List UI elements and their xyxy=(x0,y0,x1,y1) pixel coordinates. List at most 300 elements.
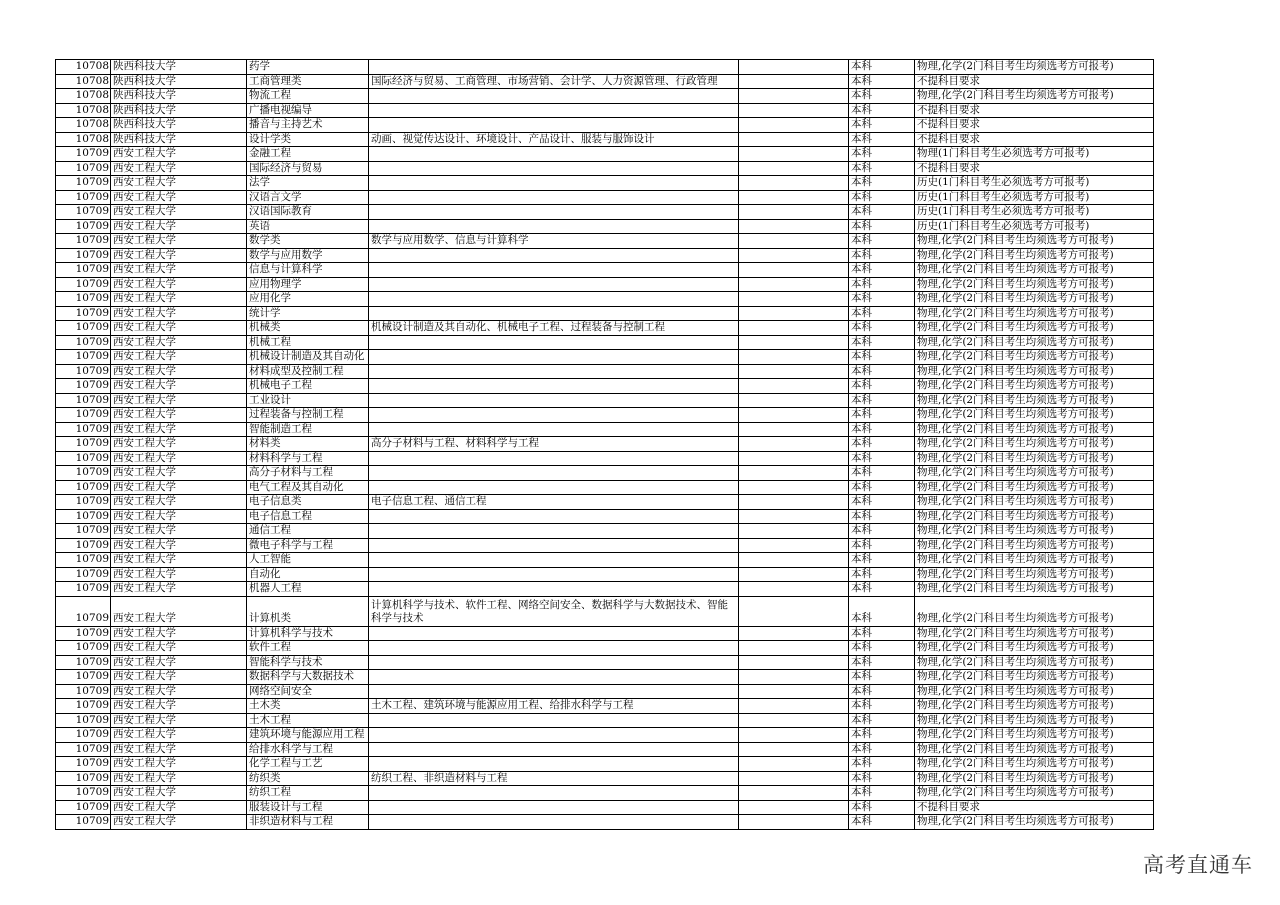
education-level-cell: 本科 xyxy=(849,626,915,641)
included-majors-cell: 计算机科学与技术、软件工程、网络空间安全、数据科学与大数据技术、智能科学与技术 xyxy=(369,596,739,626)
education-level-cell: 本科 xyxy=(849,524,915,539)
school-code-cell: 10709 xyxy=(56,495,111,510)
table-row xyxy=(56,408,1154,423)
school-code-cell: 10709 xyxy=(56,655,111,670)
table-row xyxy=(56,728,1154,743)
education-level-cell: 本科 xyxy=(849,800,915,815)
education-level-cell: 本科 xyxy=(849,205,915,220)
education-level-cell: 本科 xyxy=(849,103,915,118)
blank-cell-cell xyxy=(739,466,849,481)
blank-cell-cell xyxy=(739,742,849,757)
major-name-cell: 机械电子工程 xyxy=(247,379,369,394)
subject-requirement-cell: 物理,化学(2门科目考生均须选考方可报考) xyxy=(915,321,1154,336)
school-code-cell: 10709 xyxy=(56,350,111,365)
school-name-cell: 西安工程大学 xyxy=(111,205,247,220)
included-majors-cell xyxy=(369,147,739,162)
subject-requirement-cell: 物理,化学(2门科目考生均须选考方可报考) xyxy=(915,684,1154,699)
major-name-cell: 播音与主持艺术 xyxy=(247,118,369,133)
blank-cell-cell xyxy=(739,567,849,582)
blank-cell-cell xyxy=(739,292,849,307)
table-row xyxy=(56,466,1154,481)
major-name-cell: 智能制造工程 xyxy=(247,422,369,437)
included-majors-cell xyxy=(369,190,739,205)
blank-cell-cell xyxy=(739,509,849,524)
subject-requirement-cell: 历史(1门科目考生必须选考方可报考) xyxy=(915,205,1154,220)
table-row xyxy=(56,495,1154,510)
table-row xyxy=(56,626,1154,641)
school-code-cell: 10709 xyxy=(56,277,111,292)
included-majors-cell xyxy=(369,118,739,133)
included-majors-cell xyxy=(369,509,739,524)
school-code-cell: 10709 xyxy=(56,509,111,524)
education-level-cell: 本科 xyxy=(849,655,915,670)
table-row xyxy=(56,292,1154,307)
included-majors-cell xyxy=(369,422,739,437)
education-level-cell: 本科 xyxy=(849,567,915,582)
school-code-cell: 10709 xyxy=(56,437,111,452)
blank-cell-cell xyxy=(739,815,849,830)
major-name-cell: 土木工程 xyxy=(247,713,369,728)
subject-requirement-cell: 物理,化学(2门科目考生均须选考方可报考) xyxy=(915,263,1154,278)
school-name-cell: 西安工程大学 xyxy=(111,699,247,714)
education-level-cell: 本科 xyxy=(849,437,915,452)
blank-cell-cell xyxy=(739,626,849,641)
school-code-cell: 10709 xyxy=(56,248,111,263)
blank-cell-cell xyxy=(739,582,849,597)
blank-cell-cell xyxy=(739,263,849,278)
blank-cell-cell xyxy=(739,437,849,452)
school-name-cell: 西安工程大学 xyxy=(111,728,247,743)
school-name-cell: 西安工程大学 xyxy=(111,248,247,263)
major-name-cell: 电气工程及其自动化 xyxy=(247,480,369,495)
blank-cell-cell xyxy=(739,321,849,336)
major-name-cell: 计算机类 xyxy=(247,596,369,626)
blank-cell-cell xyxy=(739,757,849,772)
school-name-cell: 西安工程大学 xyxy=(111,815,247,830)
subject-requirement-cell: 物理,化学(2门科目考生均须选考方可报考) xyxy=(915,641,1154,656)
major-name-cell: 数据科学与大数据技术 xyxy=(247,670,369,685)
school-name-cell: 西安工程大学 xyxy=(111,393,247,408)
table-row xyxy=(56,190,1154,205)
blank-cell-cell xyxy=(739,408,849,423)
school-name-cell: 西安工程大学 xyxy=(111,757,247,772)
school-code-cell: 10709 xyxy=(56,234,111,249)
included-majors-cell xyxy=(369,408,739,423)
included-majors-cell xyxy=(369,684,739,699)
table-row xyxy=(56,509,1154,524)
table-row xyxy=(56,176,1154,191)
blank-cell-cell xyxy=(739,89,849,104)
subject-requirement-cell: 物理,化学(2门科目考生均须选考方可报考) xyxy=(915,626,1154,641)
school-name-cell: 西安工程大学 xyxy=(111,495,247,510)
blank-cell-cell xyxy=(739,335,849,350)
subject-requirement-cell: 物理,化学(2门科目考生均须选考方可报考) xyxy=(915,815,1154,830)
school-name-cell: 西安工程大学 xyxy=(111,641,247,656)
subject-requirement-cell: 物理,化学(2门科目考生均须选考方可报考) xyxy=(915,379,1154,394)
school-name-cell: 西安工程大学 xyxy=(111,292,247,307)
included-majors-cell xyxy=(369,655,739,670)
included-majors-cell: 国际经济与贸易、工商管理、市场营销、会计学、人力资源管理、行政管理 xyxy=(369,74,739,89)
school-code-cell: 10709 xyxy=(56,306,111,321)
subject-requirement-cell: 物理,化学(2门科目考生均须选考方可报考) xyxy=(915,89,1154,104)
table-row xyxy=(56,480,1154,495)
blank-cell-cell xyxy=(739,728,849,743)
table-row xyxy=(56,89,1154,104)
subject-requirement-cell: 物理,化学(2门科目考生均须选考方可报考) xyxy=(915,292,1154,307)
included-majors-cell xyxy=(369,815,739,830)
subject-requirement-cell: 物理,化学(2门科目考生均须选考方可报考) xyxy=(915,60,1154,75)
school-name-cell: 西安工程大学 xyxy=(111,176,247,191)
education-level-cell: 本科 xyxy=(849,263,915,278)
subject-requirement-cell: 物理,化学(2门科目考生均须选考方可报考) xyxy=(915,553,1154,568)
education-level-cell: 本科 xyxy=(849,147,915,162)
school-name-cell: 西安工程大学 xyxy=(111,190,247,205)
school-code-cell: 10709 xyxy=(56,800,111,815)
subject-requirement-cell: 物理,化学(2门科目考生均须选考方可报考) xyxy=(915,364,1154,379)
school-code-cell: 10709 xyxy=(56,538,111,553)
subject-requirement-cell: 物理,化学(2门科目考生均须选考方可报考) xyxy=(915,393,1154,408)
school-code-cell: 10709 xyxy=(56,757,111,772)
school-code-cell: 10708 xyxy=(56,60,111,75)
included-majors-cell xyxy=(369,728,739,743)
table-row xyxy=(56,393,1154,408)
table-row xyxy=(56,234,1154,249)
major-name-cell: 机械工程 xyxy=(247,335,369,350)
subject-requirement-cell: 物理,化学(2门科目考生均须选考方可报考) xyxy=(915,771,1154,786)
major-name-cell: 机械类 xyxy=(247,321,369,336)
blank-cell-cell xyxy=(739,147,849,162)
included-majors-cell xyxy=(369,335,739,350)
school-name-cell: 西安工程大学 xyxy=(111,800,247,815)
subject-requirement-cell: 物理,化学(2门科目考生均须选考方可报考) xyxy=(915,408,1154,423)
blank-cell-cell xyxy=(739,132,849,147)
major-name-cell: 微电子科学与工程 xyxy=(247,538,369,553)
education-level-cell: 本科 xyxy=(849,292,915,307)
education-level-cell: 本科 xyxy=(849,670,915,685)
school-name-cell: 西安工程大学 xyxy=(111,321,247,336)
subject-requirement-cell: 物理,化学(2门科目考生均须选考方可报考) xyxy=(915,306,1154,321)
blank-cell-cell xyxy=(739,190,849,205)
major-name-cell: 材料成型及控制工程 xyxy=(247,364,369,379)
blank-cell-cell xyxy=(739,161,849,176)
school-name-cell: 西安工程大学 xyxy=(111,524,247,539)
education-level-cell: 本科 xyxy=(849,771,915,786)
school-code-cell: 10709 xyxy=(56,321,111,336)
school-code-cell: 10709 xyxy=(56,684,111,699)
school-name-cell: 西安工程大学 xyxy=(111,437,247,452)
subject-requirement-cell: 物理,化学(2门科目考生均须选考方可报考) xyxy=(915,582,1154,597)
major-name-cell: 工业设计 xyxy=(247,393,369,408)
education-level-cell: 本科 xyxy=(849,728,915,743)
subject-requirement-cell: 不提科目要求 xyxy=(915,118,1154,133)
school-name-cell: 西安工程大学 xyxy=(111,466,247,481)
included-majors-cell xyxy=(369,161,739,176)
included-majors-cell xyxy=(369,60,739,75)
school-name-cell: 西安工程大学 xyxy=(111,422,247,437)
school-name-cell: 西安工程大学 xyxy=(111,480,247,495)
included-majors-cell xyxy=(369,786,739,801)
school-code-cell: 10708 xyxy=(56,89,111,104)
education-level-cell: 本科 xyxy=(849,161,915,176)
subject-requirement-cell: 物理,化学(2门科目考生均须选考方可报考) xyxy=(915,495,1154,510)
blank-cell-cell xyxy=(739,205,849,220)
table-row xyxy=(56,147,1154,162)
table-row xyxy=(56,379,1154,394)
included-majors-cell xyxy=(369,713,739,728)
subject-requirement-cell: 不提科目要求 xyxy=(915,800,1154,815)
blank-cell-cell xyxy=(739,553,849,568)
education-level-cell: 本科 xyxy=(849,248,915,263)
included-majors-cell: 数学与应用数学、信息与计算科学 xyxy=(369,234,739,249)
education-level-cell: 本科 xyxy=(849,89,915,104)
table-row xyxy=(56,263,1154,278)
school-name-cell: 西安工程大学 xyxy=(111,538,247,553)
school-code-cell: 10709 xyxy=(56,205,111,220)
major-name-cell: 通信工程 xyxy=(247,524,369,539)
blank-cell-cell xyxy=(739,655,849,670)
table-row xyxy=(56,641,1154,656)
major-name-cell: 计算机科学与技术 xyxy=(247,626,369,641)
school-code-cell: 10708 xyxy=(56,74,111,89)
included-majors-cell xyxy=(369,626,739,641)
table-body xyxy=(56,60,1154,830)
included-majors-cell xyxy=(369,757,739,772)
subject-requirement-cell: 不提科目要求 xyxy=(915,103,1154,118)
included-majors-cell xyxy=(369,350,739,365)
subject-requirement-cell: 不提科目要求 xyxy=(915,132,1154,147)
blank-cell-cell xyxy=(739,786,849,801)
included-majors-cell: 土木工程、建筑环境与能源应用工程、给排水科学与工程 xyxy=(369,699,739,714)
school-code-cell: 10709 xyxy=(56,742,111,757)
blank-cell-cell xyxy=(739,451,849,466)
school-code-cell: 10709 xyxy=(56,786,111,801)
table-row xyxy=(56,350,1154,365)
blank-cell-cell xyxy=(739,800,849,815)
included-majors-cell xyxy=(369,567,739,582)
major-name-cell: 应用化学 xyxy=(247,292,369,307)
education-level-cell: 本科 xyxy=(849,815,915,830)
blank-cell-cell xyxy=(739,306,849,321)
school-name-cell: 西安工程大学 xyxy=(111,335,247,350)
included-majors-cell xyxy=(369,364,739,379)
included-majors-cell xyxy=(369,277,739,292)
school-code-cell: 10709 xyxy=(56,335,111,350)
major-name-cell: 物流工程 xyxy=(247,89,369,104)
table-row xyxy=(56,277,1154,292)
blank-cell-cell xyxy=(739,524,849,539)
blank-cell-cell xyxy=(739,176,849,191)
subject-requirement-cell: 历史(1门科目考生必须选考方可报考) xyxy=(915,176,1154,191)
major-name-cell: 智能科学与技术 xyxy=(247,655,369,670)
education-level-cell: 本科 xyxy=(849,379,915,394)
education-level-cell: 本科 xyxy=(849,466,915,481)
included-majors-cell xyxy=(369,248,739,263)
major-name-cell: 建筑环境与能源应用工程 xyxy=(247,728,369,743)
major-name-cell: 非织造材料与工程 xyxy=(247,815,369,830)
table-row xyxy=(56,335,1154,350)
blank-cell-cell xyxy=(739,641,849,656)
table-row xyxy=(56,451,1154,466)
school-name-cell: 陕西科技大学 xyxy=(111,118,247,133)
major-name-cell: 国际经济与贸易 xyxy=(247,161,369,176)
blank-cell-cell xyxy=(739,74,849,89)
education-level-cell: 本科 xyxy=(849,742,915,757)
included-majors-cell: 高分子材料与工程、材料科学与工程 xyxy=(369,437,739,452)
subject-requirement-cell: 物理,化学(2门科目考生均须选考方可报考) xyxy=(915,670,1154,685)
included-majors-cell xyxy=(369,89,739,104)
education-level-cell: 本科 xyxy=(849,451,915,466)
table-row xyxy=(56,248,1154,263)
school-code-cell: 10709 xyxy=(56,364,111,379)
blank-cell-cell xyxy=(739,713,849,728)
education-level-cell: 本科 xyxy=(849,757,915,772)
table-row xyxy=(56,321,1154,336)
school-name-cell: 陕西科技大学 xyxy=(111,74,247,89)
major-name-cell: 汉语言文学 xyxy=(247,190,369,205)
included-majors-cell xyxy=(369,524,739,539)
subject-requirement-cell: 物理,化学(2门科目考生均须选考方可报考) xyxy=(915,524,1154,539)
education-level-cell: 本科 xyxy=(849,699,915,714)
school-name-cell: 西安工程大学 xyxy=(111,277,247,292)
table-row xyxy=(56,757,1154,772)
blank-cell-cell xyxy=(739,364,849,379)
included-majors-cell xyxy=(369,263,739,278)
blank-cell-cell xyxy=(739,248,849,263)
school-name-cell: 西安工程大学 xyxy=(111,451,247,466)
table-row xyxy=(56,699,1154,714)
school-code-cell: 10709 xyxy=(56,190,111,205)
school-name-cell: 西安工程大学 xyxy=(111,655,247,670)
included-majors-cell xyxy=(369,379,739,394)
subject-requirement-cell: 物理,化学(2门科目考生均须选考方可报考) xyxy=(915,466,1154,481)
education-level-cell: 本科 xyxy=(849,713,915,728)
major-name-cell: 金融工程 xyxy=(247,147,369,162)
school-code-cell: 10709 xyxy=(56,408,111,423)
school-code-cell: 10709 xyxy=(56,161,111,176)
school-code-cell: 10709 xyxy=(56,292,111,307)
major-name-cell: 网络空间安全 xyxy=(247,684,369,699)
school-code-cell: 10709 xyxy=(56,393,111,408)
school-name-cell: 西安工程大学 xyxy=(111,553,247,568)
major-name-cell: 统计学 xyxy=(247,306,369,321)
included-majors-cell xyxy=(369,219,739,234)
subject-requirement-cell: 物理,化学(2门科目考生均须选考方可报考) xyxy=(915,757,1154,772)
education-level-cell: 本科 xyxy=(849,350,915,365)
subject-requirement-cell: 物理,化学(2门科目考生均须选考方可报考) xyxy=(915,350,1154,365)
education-level-cell: 本科 xyxy=(849,408,915,423)
blank-cell-cell xyxy=(739,118,849,133)
school-name-cell: 西安工程大学 xyxy=(111,742,247,757)
major-name-cell: 机械设计制造及其自动化 xyxy=(247,350,369,365)
blank-cell-cell xyxy=(739,393,849,408)
education-level-cell: 本科 xyxy=(849,277,915,292)
education-level-cell: 本科 xyxy=(849,176,915,191)
table-row xyxy=(56,118,1154,133)
subject-requirement-cell: 物理,化学(2门科目考生均须选考方可报考) xyxy=(915,234,1154,249)
subject-requirement-cell: 物理,化学(2门科目考生均须选考方可报考) xyxy=(915,437,1154,452)
blank-cell-cell xyxy=(739,422,849,437)
subject-requirement-cell: 不提科目要求 xyxy=(915,74,1154,89)
major-name-cell: 电子信息工程 xyxy=(247,509,369,524)
subject-requirement-cell: 物理,化学(2门科目考生均须选考方可报考) xyxy=(915,567,1154,582)
major-name-cell: 工商管理类 xyxy=(247,74,369,89)
education-level-cell: 本科 xyxy=(849,393,915,408)
table-row xyxy=(56,161,1154,176)
education-level-cell: 本科 xyxy=(849,306,915,321)
subject-requirement-cell: 物理,化学(2门科目考生均须选考方可报考) xyxy=(915,538,1154,553)
table-row xyxy=(56,103,1154,118)
included-majors-cell xyxy=(369,292,739,307)
major-name-cell: 材料类 xyxy=(247,437,369,452)
major-name-cell: 化学工程与工艺 xyxy=(247,757,369,772)
subject-requirement-cell: 历史(1门科目考生必须选考方可报考) xyxy=(915,190,1154,205)
school-code-cell: 10709 xyxy=(56,626,111,641)
included-majors-cell xyxy=(369,670,739,685)
included-majors-cell xyxy=(369,480,739,495)
table-row xyxy=(56,771,1154,786)
included-majors-cell xyxy=(369,466,739,481)
included-majors-cell xyxy=(369,176,739,191)
included-majors-cell xyxy=(369,742,739,757)
blank-cell-cell xyxy=(739,277,849,292)
school-name-cell: 西安工程大学 xyxy=(111,147,247,162)
school-code-cell: 10709 xyxy=(56,379,111,394)
subject-requirement-cell: 物理,化学(2门科目考生均须选考方可报考) xyxy=(915,277,1154,292)
table-row xyxy=(56,815,1154,830)
included-majors-cell: 纺织工程、非织造材料与工程 xyxy=(369,771,739,786)
education-level-cell: 本科 xyxy=(849,596,915,626)
education-level-cell: 本科 xyxy=(849,321,915,336)
school-name-cell: 西安工程大学 xyxy=(111,670,247,685)
blank-cell-cell xyxy=(739,495,849,510)
education-level-cell: 本科 xyxy=(849,234,915,249)
major-name-cell: 过程装备与控制工程 xyxy=(247,408,369,423)
education-level-cell: 本科 xyxy=(849,190,915,205)
included-majors-cell: 机械设计制造及其自动化、机械电子工程、过程装备与控制工程 xyxy=(369,321,739,336)
school-name-cell: 西安工程大学 xyxy=(111,713,247,728)
included-majors-cell xyxy=(369,582,739,597)
education-level-cell: 本科 xyxy=(849,60,915,75)
school-name-cell: 西安工程大学 xyxy=(111,567,247,582)
school-name-cell: 西安工程大学 xyxy=(111,626,247,641)
subject-requirement-cell: 物理,化学(2门科目考生均须选考方可报考) xyxy=(915,786,1154,801)
table-row xyxy=(56,205,1154,220)
included-majors-cell xyxy=(369,306,739,321)
school-code-cell: 10709 xyxy=(56,219,111,234)
table-row xyxy=(56,524,1154,539)
education-level-cell: 本科 xyxy=(849,335,915,350)
included-majors-cell xyxy=(369,641,739,656)
table-row xyxy=(56,713,1154,728)
school-code-cell: 10709 xyxy=(56,582,111,597)
table-row xyxy=(56,582,1154,597)
major-name-cell: 土木类 xyxy=(247,699,369,714)
school-code-cell: 10709 xyxy=(56,713,111,728)
education-level-cell: 本科 xyxy=(849,132,915,147)
blank-cell-cell xyxy=(739,596,849,626)
education-level-cell: 本科 xyxy=(849,786,915,801)
blank-cell-cell xyxy=(739,379,849,394)
subject-requirement-cell: 物理,化学(2门科目考生均须选考方可报考) xyxy=(915,422,1154,437)
table-row xyxy=(56,219,1154,234)
major-name-cell: 汉语国际教育 xyxy=(247,205,369,220)
school-code-cell: 10709 xyxy=(56,641,111,656)
education-level-cell: 本科 xyxy=(849,641,915,656)
school-code-cell: 10709 xyxy=(56,422,111,437)
education-level-cell: 本科 xyxy=(849,118,915,133)
school-name-cell: 陕西科技大学 xyxy=(111,89,247,104)
school-code-cell: 10709 xyxy=(56,147,111,162)
